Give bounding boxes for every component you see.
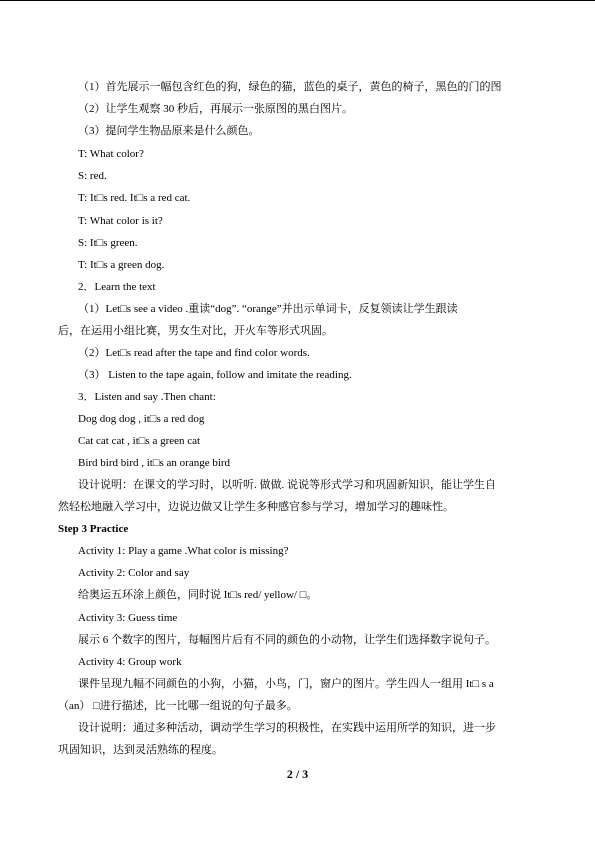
text-line: （3） Listen to the tape again, follow and imitate the reading. — [78, 369, 352, 381]
text-line: 展示 6 个数字的图片，每幅图片后有不同的颜色的小动物，让学生们选择数字说句子。 — [78, 634, 496, 646]
step-heading: Step 3 Practice — [58, 523, 129, 535]
text-line: （2）Let□s read after the tape and find color words. — [78, 347, 310, 359]
text-line: T: What color is it? — [78, 215, 163, 227]
text-line: S: It□s green. — [78, 237, 138, 249]
text-line: 后，在运用小组比赛，男女生对比，开火车等形式巩固。 — [58, 325, 333, 337]
text-line: （an） □进行描述，比一比哪一组说的句子最多。 — [58, 700, 298, 712]
text-line: T: It□s red. It□s a red cat. — [78, 192, 191, 204]
text-line: 课件呈现九幅不同颜色的小狗，小猫，小鸟，门，窗户的图片。学生四人一组用 It□ s a — [78, 678, 494, 690]
text-line: （1）首先展示一幅包含红色的狗，绿色的猫，蓝色的桌子，黄色的椅子，黑色的门的图 — [78, 81, 502, 93]
text-line: （3）提问学生物品原来是什么颜色。 — [78, 125, 260, 137]
chant-line: Dog dog dog , it□s a red dog — [78, 413, 205, 425]
page-number: 2 / 3 — [286, 767, 309, 781]
text-line: S: red. — [78, 170, 107, 182]
text-line: （2）让学生观察 30 秒后，再展示一张原图的黑白图片。 — [78, 103, 353, 115]
text-line: Activity 3: Guess time — [78, 612, 178, 624]
text-line: 设计说明：在课文的学习时，以听听. 做做. 说说等形式学习和巩固新知识，能让学生自 — [78, 479, 496, 491]
text-line: 给奥运五环涂上颜色，同时说 It□s red/ yellow/ □。 — [78, 589, 318, 601]
text-line: 然轻松地融入学习中，边说边做又让学生多种感官参与学习，增加学习的趣味性。 — [58, 501, 454, 513]
text-line: （1）Let□s see a video .重读“dog”. “orange”并出示单词卡，反复领读让学生跟读 — [78, 303, 458, 315]
text-line: 设计说明：通过多种活动，调动学生学习的积极性，在实践中运用所学的知识，进一步 — [78, 722, 496, 734]
text-line: T: It□s a green dog. — [78, 259, 165, 271]
text-line: Activity 4: Group work — [78, 656, 182, 668]
section-heading: 2．Learn the text — [78, 281, 156, 293]
chant-line: Cat cat cat , it□s a green cat — [78, 435, 201, 447]
chant-line: Bird bird bird , it□s an orange bird — [78, 457, 231, 469]
text-line: 巩固知识，达到灵活熟练的程度。 — [58, 744, 223, 756]
section-heading: 3．Listen and say .Then chant: — [78, 391, 216, 403]
text-line: Activity 1: Play a game .What color is missing? — [78, 545, 289, 557]
text-line: Activity 2: Color and say — [78, 567, 190, 579]
text-line: T: What color? — [78, 148, 144, 160]
